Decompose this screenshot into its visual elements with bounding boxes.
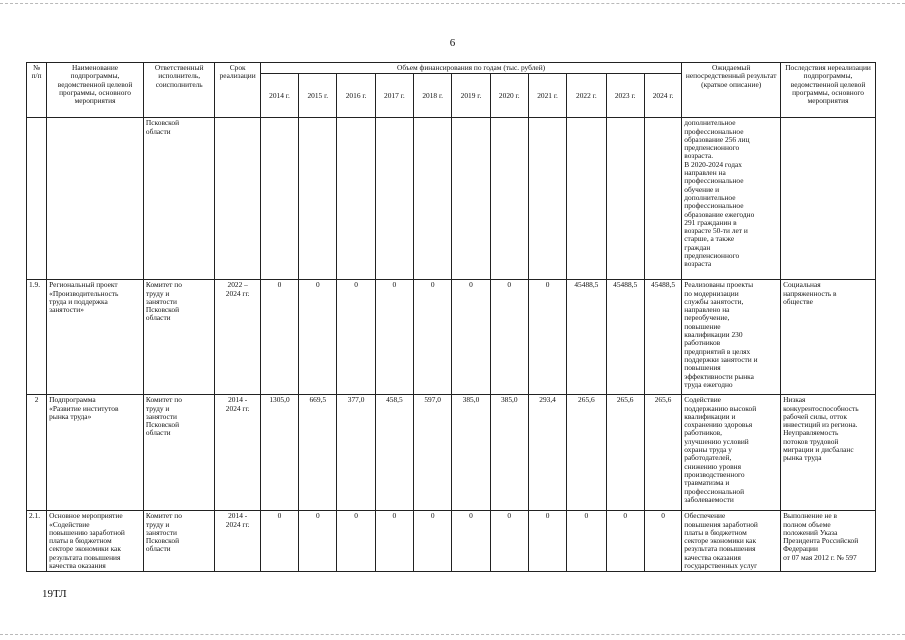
- scan-border-top: [0, 3, 905, 4]
- row-value: [567, 118, 606, 280]
- row-value: 45488,5: [606, 280, 644, 395]
- row-consequences: Низкая конкурентоспособность рабочей силы, отток инвестиций из региона. Неуправляемость потоков трудовой миграции и дисбаланс рынка труда: [781, 395, 876, 511]
- row-value: 0: [528, 280, 566, 395]
- header-executor: Ответственный исполнитель, соисполнитель: [143, 63, 215, 118]
- row-value: 458,5: [375, 395, 413, 511]
- row-value: 0: [260, 280, 298, 395]
- row-value: 0: [528, 511, 566, 572]
- table-row: [27, 395, 876, 511]
- header-year: 2021 г.: [528, 74, 566, 118]
- row-value: 265,6: [644, 395, 681, 511]
- row-term: 2022 – 2024 гг.: [215, 280, 260, 395]
- row-value: 265,6: [606, 395, 644, 511]
- header-year: 2016 г.: [337, 74, 375, 118]
- row-executor: Псковской области: [143, 118, 215, 280]
- table-row: [27, 118, 876, 280]
- row-consequences: [781, 118, 876, 280]
- row-value: [606, 118, 644, 280]
- row-value: 0: [414, 280, 452, 395]
- row-value: 0: [414, 511, 452, 572]
- header-year: 2017 г.: [375, 74, 413, 118]
- header-funding: Объем финансирования по годам (тыс. рублей): [260, 63, 681, 74]
- row-value: 0: [567, 511, 606, 572]
- row-value: [644, 118, 681, 280]
- financing-table-wrapper: [26, 62, 876, 572]
- header-year: 2023 г.: [606, 74, 644, 118]
- row-value: 597,0: [414, 395, 452, 511]
- row-value: 385,0: [452, 395, 490, 511]
- row-value: [490, 118, 528, 280]
- financing-table: [26, 62, 876, 572]
- row-result: Содействие поддержанию высокой квалификации и сохранению здоровья работников, улучшению условий охраны труда у работодателей, снижению уровня производственного травматизма и профессиональной заболеваемости: [682, 395, 781, 511]
- header-num: № п/п: [27, 63, 47, 118]
- header-year: 2019 г.: [452, 74, 490, 118]
- row-value: 0: [337, 280, 375, 395]
- row-value: [299, 118, 337, 280]
- row-value: [260, 118, 298, 280]
- header-year: 2015 г.: [299, 74, 337, 118]
- row-name: Региональный проект «Производительность труда и поддержка занятости»: [47, 280, 144, 395]
- table-row: [27, 511, 876, 572]
- row-term: [215, 118, 260, 280]
- row-value: 385,0: [490, 395, 528, 511]
- row-num: 2: [27, 395, 47, 511]
- row-value: 265,6: [567, 395, 606, 511]
- row-value: [337, 118, 375, 280]
- row-num: 1.9.: [27, 280, 47, 395]
- row-value: 0: [490, 280, 528, 395]
- row-name: Подпрограмма «Развитие институтов рынка труда»: [47, 395, 144, 511]
- header-year: 2014 г.: [260, 74, 298, 118]
- footer-code: 19ТЛ: [42, 588, 67, 600]
- header-year: 2018 г.: [414, 74, 452, 118]
- page-number: 6: [449, 37, 456, 49]
- row-consequences: Социальная напряженность в обществе: [781, 280, 876, 395]
- row-value: 1305,0: [260, 395, 298, 511]
- row-value: 0: [337, 511, 375, 572]
- header-year: 2022 г.: [567, 74, 606, 118]
- row-term: 2014 - 2024 гг.: [215, 511, 260, 572]
- row-result: Обеспечение повышения заработной платы в бюджетном секторе экономики как результата повышения качества оказания государственных услуг: [682, 511, 781, 572]
- row-name: [47, 118, 144, 280]
- row-value: 0: [452, 280, 490, 395]
- row-name: Основное мероприятие «Содействие повышению заработной платы в бюджетном секторе экономики как результата повышения качества оказания: [47, 511, 144, 572]
- row-value: 0: [299, 280, 337, 395]
- row-consequences: Выполнение не в полном объеме положений Указа Президента Российской Федерации от 07 мая 2012 г. № 597: [781, 511, 876, 572]
- row-value: 45488,5: [644, 280, 681, 395]
- row-result: Реализованы проекты по модернизации службы занятости, направлено на переобучение, повышение квалификации 230 работников предприятий в целях поддержки занятости и повышения эффективности рынка труда ежегодно: [682, 280, 781, 395]
- row-value: 0: [299, 511, 337, 572]
- row-executor: Комитет по труду и занятости Псковской области: [143, 395, 215, 511]
- row-value: 0: [452, 511, 490, 572]
- scan-border-bottom: [0, 634, 905, 635]
- header-name: Наименование подпрограммы, ведомственной целевой программы, основного мероприятия: [47, 63, 144, 118]
- row-executor: Комитет по труду и занятости Псковской области: [143, 280, 215, 395]
- header-year: 2024 г.: [644, 74, 681, 118]
- row-value: 0: [606, 511, 644, 572]
- row-value: [528, 118, 566, 280]
- row-value: [452, 118, 490, 280]
- header-term: Срок реализации: [215, 63, 260, 118]
- row-num: [27, 118, 47, 280]
- row-value: 0: [375, 280, 413, 395]
- row-executor: Комитет по труду и занятости Псковской области: [143, 511, 215, 572]
- header-consequences: Последствия нереализации подпрограммы, ведомственной целевой программы, основного мероприятия: [781, 63, 876, 118]
- row-value: 377,0: [337, 395, 375, 511]
- row-value: [414, 118, 452, 280]
- row-value: 0: [375, 511, 413, 572]
- table-row: [27, 280, 876, 395]
- row-value: 669,5: [299, 395, 337, 511]
- row-value: 0: [644, 511, 681, 572]
- row-value: [375, 118, 413, 280]
- row-value: 0: [260, 511, 298, 572]
- row-num: 2.1.: [27, 511, 47, 572]
- row-value: 45488,5: [567, 280, 606, 395]
- row-value: 293,4: [528, 395, 566, 511]
- row-value: 0: [490, 511, 528, 572]
- row-result: дополнительное профессиональное образование 256 лиц предпенсионного возраста. В 2020-2024 годах направлен на профессиональное обучение и дополнительное профессиональное образование ежегодно 291 гражданин в возрасте 50-ти лет и старше, а также граждан предпенсионного возраста: [682, 118, 781, 280]
- header-year: 2020 г.: [490, 74, 528, 118]
- header-result: Ожидаемый непосредственный результат (краткое описание): [682, 63, 781, 118]
- row-term: 2014 - 2024 гг.: [215, 395, 260, 511]
